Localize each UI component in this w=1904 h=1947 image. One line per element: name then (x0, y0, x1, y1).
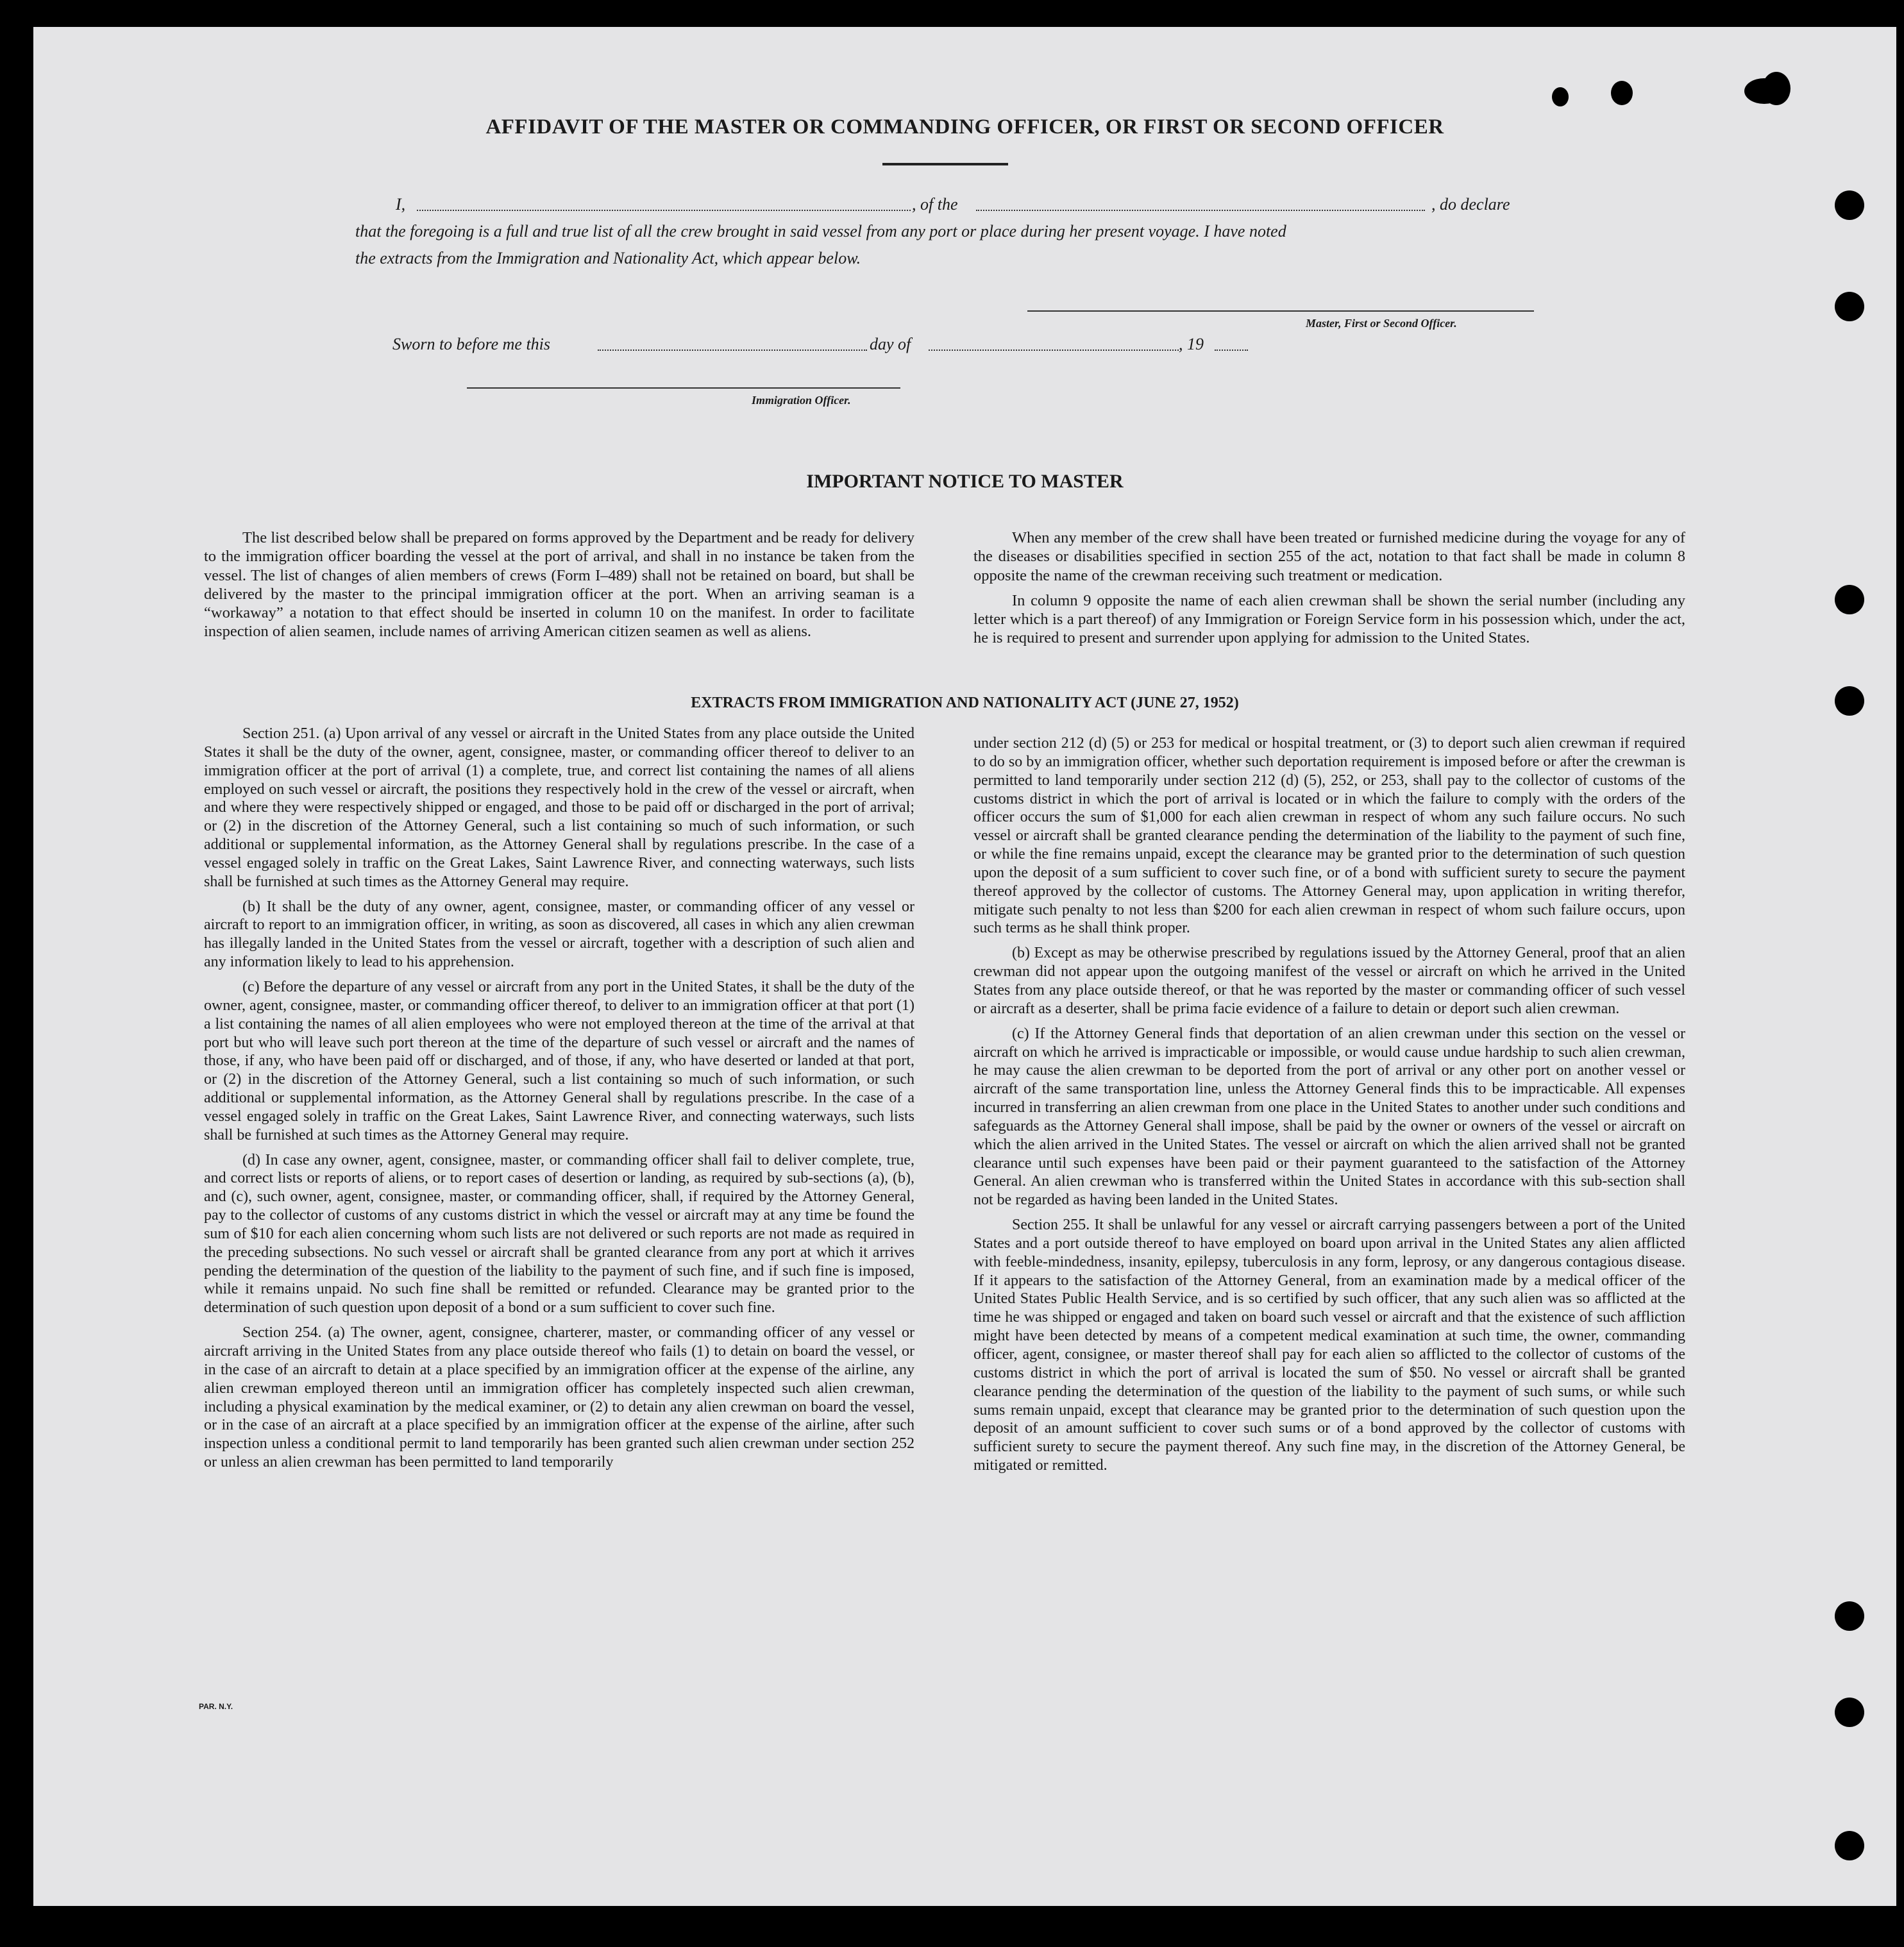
act-paragraph: (b) It shall be the duty of any owner, agent, consignee, master, or commanding officer of any vessel or aircraft to report to an immigration officer, in writing, as soon as discovered, all cases in which any alien crewman has illegally landed in the United States from the vessel or aircraft, together with a description of such alien and any information likely to lead to his apprehension. (204, 898, 914, 971)
notice-right-column (973, 528, 1685, 654)
declaration-line-3: the extracts from the Immigration and Nationality Act, which appear below. (355, 249, 861, 267)
declare-label: , do declare (1431, 195, 1510, 214)
master-signature-field[interactable] (1027, 310, 1534, 312)
punch-hole (1835, 190, 1864, 220)
sworn-label: Sworn to before me this (392, 335, 551, 353)
notice-title: IMPORTANT NOTICE TO MASTER (806, 471, 1124, 492)
notice-paragraph: When any member of the crew shall have been treated or furnished medicine during the voyage for any of the diseases or disabilities specified in section 255 of the act, notation to that fact shall be made in column 8 opposite the name of the crewman receiving such treatment or medication. (973, 529, 1685, 584)
extracts-title: EXTRACTS FROM IMMIGRATION AND NATIONALITY ACT (JUNE 27, 1952) (691, 695, 1239, 711)
punch-hole (1835, 1831, 1864, 1860)
sworn-date-field[interactable] (598, 350, 867, 351)
sworn-year-field[interactable] (1215, 350, 1248, 351)
act-paragraph: Section 251. (a) Upon arrival of any vessel or aircraft in the United States from any place outside the United States it shall be the duty of the owner, agent, consignee, master, or commanding officer thereof to deliver to an immigration officer at the port of arrival (1) a complete, true, and correct list containing the names of all aliens employed on such vessel or aircraft, the positions they respectively hold in the crew of the vessel or aircraft, when and where they were respectively shipped or engaged, and those to be paid off or discharged in the port of arrival; or (2) in the discretion of the Attorney General, such a list containing so much of such information, or such additional or supplemental information, as the Attorney General shall by regulations prescribe. In the case of a vessel engaged solely in traffic on the Great Lakes, Saint Lawrence River, and connecting waterways, such lists shall be furnished at such times as the Attorney General may require. (204, 725, 914, 890)
act-paragraph: Section 254. (a) The owner, agent, consignee, charterer, master, or commanding officer of any vessel or aircraft arriving in the United States from any place outside thereof who fails (1) to detain on board the vessel, or in the case of an aircraft to detain at a place specified by an immigration officer at the expense of the airline, any alien crewman employed thereon until an immigration officer has completely inspected such alien crewman, including a physical examination by the medical examiner, or (2) to detain any alien crewman on board the vessel, or in the case of an aircraft at a place specified by an immigration officer at the expense of the airline, after such inspection unless a conditional permit to land temporarily has been granted such alien crewman under section 252 or unless an alien crewman has been permitted to land temporarily (204, 1324, 914, 1471)
year-label: , 19 (1179, 335, 1204, 353)
act-paragraph: under section 212 (d) (5) or 253 for medical or hospital treatment, or (3) to deport such alien crewman if required to do so by an immigration officer, whether such deportation requirement is imposed before or after the crewman is permitted to land temporarily under section 212 (d) (5), 252, or 253, shall pay to the collector of customs of the customs district in which the port of arrival is located or in which the failure to comply with the orders of the officer occurs the sum of $1,000 for each alien crewman in respect of whom any such failure occurs. No such vessel or aircraft shall be granted clearance pending the determination of the liability to the payment of such fine, or while the fine remains unpaid, except the clearance may be granted prior to the determination of such question upon the deposit of a sum sufficient to cover such fine, or of a bond with sufficient surety to secure the payment thereof approved by the collector of customs. The Attorney General may, upon application in writing therefor, mitigate such penalty to not less than $200 for each alien crewman in respect of whom such failure occurs, upon such terms as he shall think proper. (973, 735, 1685, 937)
form-page (33, 27, 1896, 1906)
punch-hole (1835, 585, 1864, 614)
of-the-label: , of the (912, 195, 958, 214)
declaration-line-2: that the foregoing is a full and true list of all the crew brought in said vessel from any port or place during her present voyage. I have noted (355, 222, 1286, 240)
punch-hole (1835, 1601, 1864, 1631)
extracts-left-column (204, 725, 914, 1478)
punch-hole (1835, 292, 1864, 321)
master-signature-caption: Master, First or Second Officer. (1306, 317, 1457, 330)
ink-blot (1762, 72, 1790, 105)
printer-code: PAR. N.Y. (199, 1702, 233, 1711)
extracts-right-column (973, 734, 1685, 1481)
notice-left-column (204, 528, 914, 648)
act-paragraph: (c) Before the departure of any vessel or aircraft from any port in the United States, it shall be the duty of the owner, agent, consignee, master, or commanding officer thereof, to deliver to an immigration officer at that port (1) a list containing the names of all alien employees who were not employed thereon at the time of the arrival at that port but who will leave such port thereon at the time of the departure of such vessel or aircraft and the names of those, if any, who have been paid off or discharged, and of those, if any, who have deserted or landed at that port, or (2) in the discretion of the Attorney General, such a list containing so much of such information, or such additional or supplemental information, as the Attorney General shall by regulations prescribe. In the case of a vessel engaged solely in traffic on the Great Lakes, Saint Lawrence River, and connecting waterways, such lists shall be furnished at such times as the Attorney General may require. (204, 978, 914, 1143)
ink-blot (1611, 81, 1633, 105)
declarant-name-field[interactable] (417, 210, 911, 211)
declarant-label: I, (396, 195, 406, 214)
immigration-officer-caption: Immigration Officer. (752, 394, 851, 407)
ink-blot (1552, 87, 1569, 106)
act-paragraph: Section 255. It shall be unlawful for any vessel or aircraft carrying passengers between a port of the United States and a port outside thereof to have employed on board upon arrival in the United States any alien afflicted with feeble-mindedness, insanity, epilepsy, tuberculosis in any form, leprosy, or any dangerous contagious disease. If it appears to the satisfaction of the Attorney General, from an examination made by a medical officer of the United States Public Health Service, and is so certified by such officer, that any such alien was so afflicted at the time he was shipped or engaged and taken on board such vessel or aircraft and that the existence of such affliction might have been detected by means of a competent medical examination at such time, the owner, commanding officer, agent, consignee, or master thereof shall pay for each alien so afflicted to the collector of customs of the customs district in which the port of arrival is located the sum of $50. No vessel or aircraft shall be granted clearance pending the determination of the question of the liability to the payment of such sums, or while such sums remain unpaid, except that clearance may be granted prior to the determination of such question upon the deposit of an amount sufficient to cover such sums or of a bond approved by the collector of customs with sufficient surety to secure the payment thereof. Any such fine may, in the discretion of the Attorney General, be mitigated or remitted. (973, 1217, 1685, 1474)
notice-paragraph: In column 9 opposite the name of each alien crewman shall be shown the serial number (including any letter which is a part thereof) of any Immigration or Foreign Service form in his possession which, under the act, he is required to present and surrender upon applying for admission to the United States. (973, 591, 1685, 647)
punch-hole (1835, 1698, 1864, 1727)
act-paragraph: (d) In case any owner, agent, consignee, master, or commanding officer shall fail to deliver complete, true, and correct lists or reports of aliens, or to report cases of desertion or landing, as required by sub-sections (a), (b), and (c), such owner, agent, consignee, master, or commanding officer, shall, if required by the Attorney General, pay to the collector of customs of any customs district in which the vessel or aircraft may at any time be found the sum of $10 for each alien concerning whom such lists are not delivered or such reports are not made as required in the preceding subsections. No such vessel or aircraft shall be granted clearance from any port at which it arrives pending the determination of the question of the liability to the payment of such fine, and if such fine is imposed, while it remains unpaid. No such fine shall be remitted or refunded. Clearance may be granted prior to the determination of such question upon deposit of a bond or a sum sufficient to cover such fine. (204, 1151, 914, 1317)
affidavit-title: AFFIDAVIT OF THE MASTER OR COMMANDING OFFICER, OR FIRST OR SECOND OFFICER (485, 115, 1444, 139)
act-paragraph: (c) If the Attorney General finds that deportation of an alien crewman under this section on the vessel or aircraft on which he arrived is impracticable or impossible, or would cause undue hardship to such alien crewman, he may cause the alien crewman to be deported from the port of arrival or any other port on another vessel or aircraft of the same transportation line, unless the Attorney General finds this to be impracticable. All expenses incurred in transferring an alien crewman from one place in the United States to another under such conditions and safeguards as the Attorney General shall impose, shall be paid by the owner or owners of the vessel or aircraft on which the alien arrived in the United States. The vessel or aircraft on which the alien arrived shall not be granted clearance until such expenses have been paid or their payment guaranteed to the satisfaction of the Attorney General. An alien crewman who is transferred within the United States in accordance with this sub-section shall not be regarded as having been landed in the United States. (973, 1025, 1685, 1209)
immigration-officer-signature-field[interactable] (467, 387, 900, 389)
day-of-label: day of (870, 335, 911, 353)
notice-paragraph: The list described below shall be prepared on forms approved by the Department and be ready for delivery to the immigration officer boarding the vessel at the port of arrival, and shall in no instance be taken from the vessel. The list of changes of alien members of crews (Form I–489) shall not be retained on board, but shall be delivered by the master to the principal immigration officer at the port. When an arriving seaman is a “workaway” a notation to that effect should be inserted in column 10 on the manifest. In order to facilitate inspection of alien seamen, include names of arriving American citizen seamen as well as aliens. (204, 529, 914, 641)
title-rule (882, 163, 1008, 165)
act-paragraph: (b) Except as may be otherwise prescribed by regulations issued by the Attorney General, proof that an alien crewman did not appear upon the outgoing manifest of the vessel or aircraft on which he arrived in the United States from any place outside thereof, or that he was reported by the master or commanding officer of such vessel or aircraft as a deserter, shall be prima facie evidence of a failure to detain or deport such alien crewman. (973, 945, 1685, 1017)
vessel-name-field[interactable] (976, 210, 1425, 211)
sworn-month-field[interactable] (929, 350, 1179, 351)
